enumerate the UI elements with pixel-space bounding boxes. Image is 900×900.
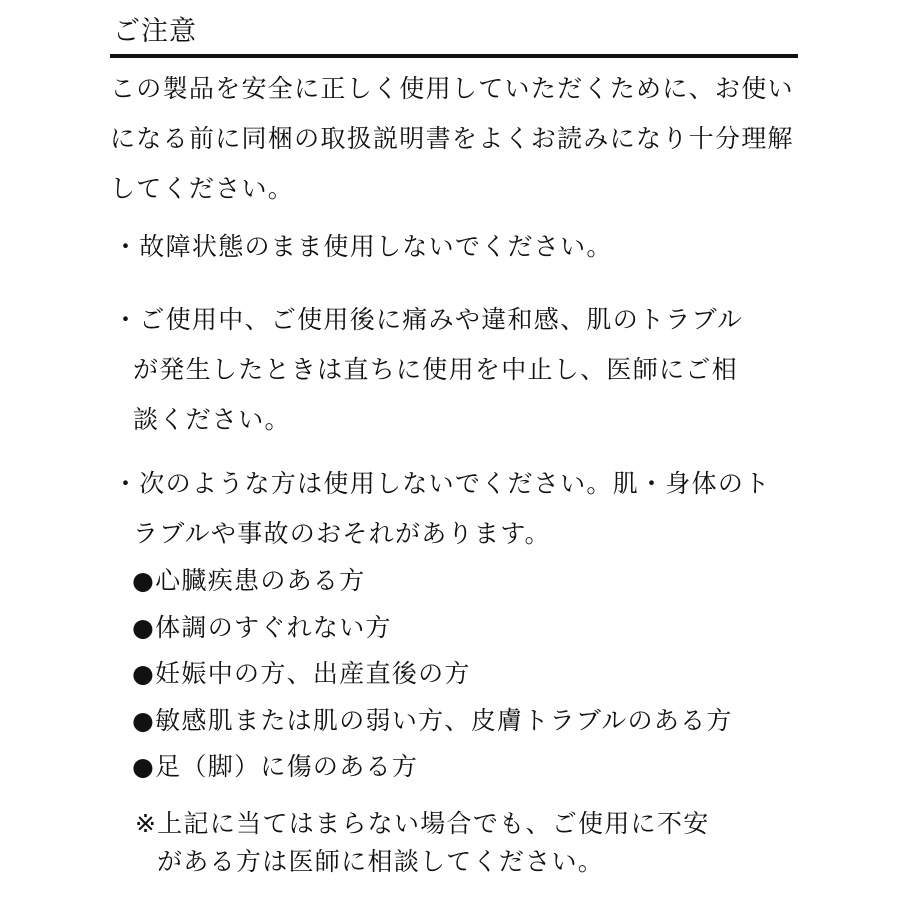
condition-item: ●体調のすぐれない方 (132, 612, 392, 642)
footnote-line: ※上記に当てはまらない場合でも、ご使用に不安 (135, 809, 710, 838)
intro-paragraph (110, 64, 810, 214)
footnote-line: がある方は医師に相談してください。 (157, 847, 605, 876)
heading-underline (110, 54, 798, 58)
bullet-line: ラブルや事故のおそれがあります。 (133, 519, 551, 548)
bullet-line: が発生したときは直ちに使用を中止し、医師にご相 (133, 355, 738, 384)
condition-list (132, 558, 733, 791)
intro-line: この製品を安全に正しく使用していただくために、お使い (110, 74, 794, 103)
intro-line: になる前に同梱の取扱説明書をよくお読みになり十分理解 (110, 124, 794, 153)
section-heading: ご注意 (113, 16, 197, 47)
condition-item: ●足（脚）に傷のある方 (132, 752, 419, 781)
footnote (135, 805, 710, 881)
bullet-line: ・次のような方は使用しないでください。肌・身体のト (113, 469, 771, 498)
bullet-who-should-not-use (113, 459, 771, 559)
condition-item: ●心臓疾患のある方 (132, 566, 366, 595)
bullet-line: ・ご使用中、ご使用後に痛みや違和感、肌のトラブル (113, 305, 744, 334)
condition-item: ●敏感肌または肌の弱い方、皮膚トラブルのある方 (132, 705, 733, 735)
intro-line: してください。 (110, 174, 295, 203)
bullet-no-broken-use (113, 222, 613, 272)
bullet-stop-if-pain (113, 295, 743, 445)
condition-item: ●妊娠中の方、出産直後の方 (132, 659, 471, 688)
bullet-line: 談ください。 (133, 405, 291, 434)
bullet-line: ・故障状態のまま使用しないでください。 (113, 232, 613, 261)
